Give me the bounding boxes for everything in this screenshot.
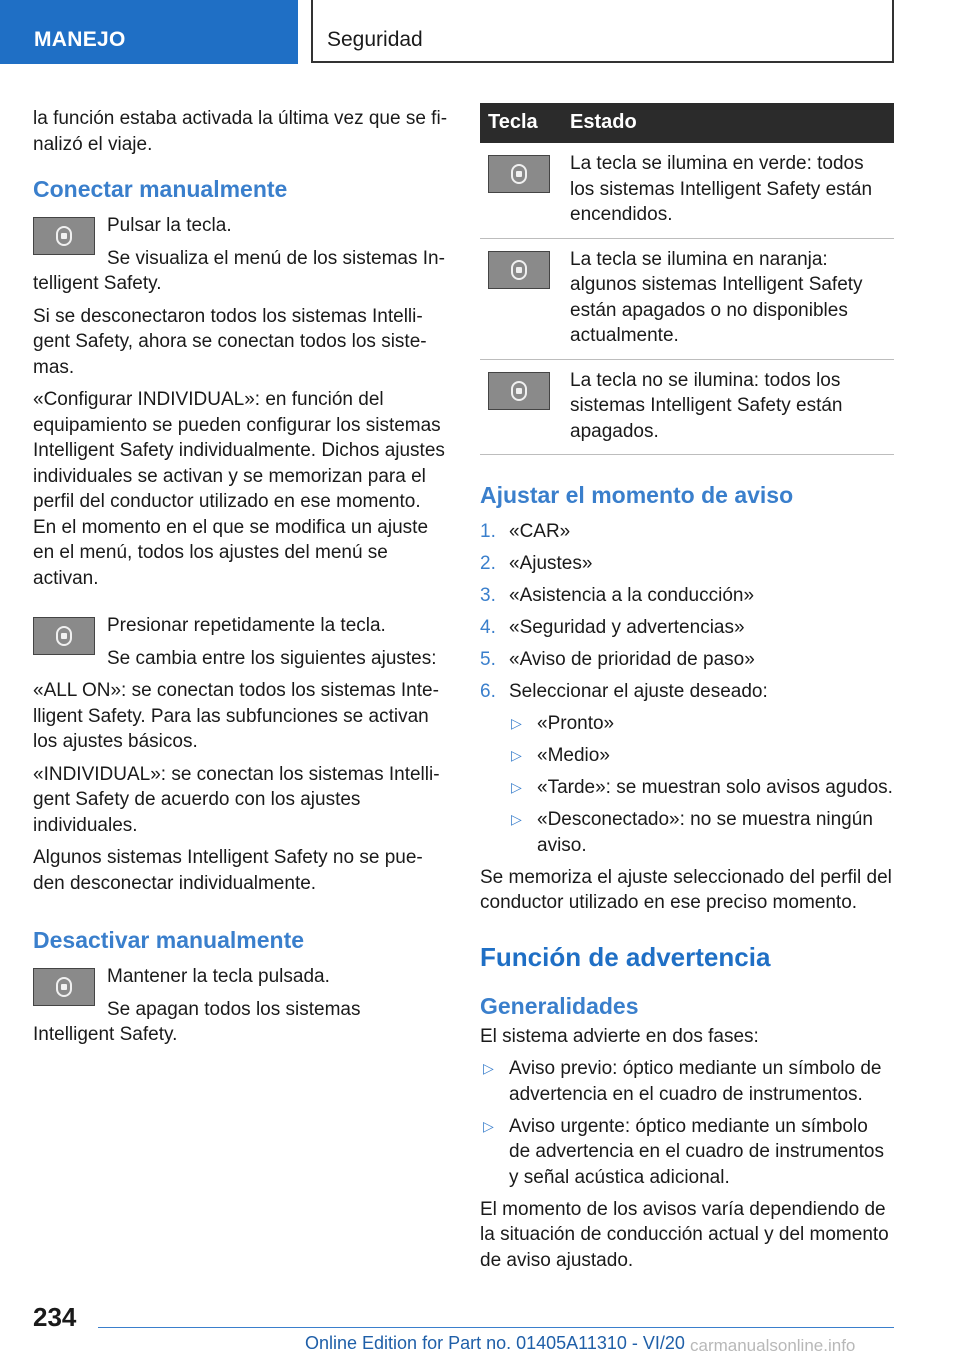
table-row [480, 143, 894, 238]
list-item: ▷ «Tarde»: se muestran solo avisos agudos. [508, 775, 894, 801]
intelligent-safety-key [488, 251, 550, 289]
list-item: ▷ Aviso urgente: óptico mediante un símbolo de advertencia en el cuadro de instrumentos y señal acústica adicional. [480, 1114, 894, 1191]
intelligent-safety-key [488, 372, 550, 410]
step-number: 6. [480, 681, 496, 702]
header-section-tab [0, 0, 298, 64]
warning-heading: Función de advertencia [480, 941, 771, 972]
table-cell-key [480, 238, 562, 359]
connect-key-block [33, 213, 447, 297]
general-subheading: Generalidades [480, 992, 639, 1019]
intelligent-safety-key [33, 968, 95, 1006]
step-text: «Seguridad y advertencias» [509, 617, 745, 638]
step-number: 4. [480, 617, 496, 638]
intelligent-safety-icon [56, 626, 72, 646]
connect-step-4: Se cambia entre los siguientes ajustes: [107, 647, 437, 669]
left-column [33, 106, 447, 1055]
header-title-box [311, 0, 894, 63]
warning-intro: El sistema advierte en dos fases: [480, 1025, 759, 1047]
step-text: «Aviso de prioridad de paso» [509, 649, 755, 670]
list-item: ▷ «Medio» [508, 743, 894, 769]
footer-divider [98, 1327, 894, 1328]
intelligent-safety-icon [56, 977, 72, 997]
connect-paragraph-1: Si se desconectaron todos los sistemas Intelligent Safety, ahora se conectan todos los sistemas. [33, 305, 427, 378]
table-header-state: Estado [562, 103, 894, 143]
list-item: ▷ «Desconectado»: no se muestra ningún aviso. [508, 807, 894, 858]
list-item: ▷ Aviso previo: óptico mediante un símbolo de advertencia en el cuadro de instrumentos. [480, 1056, 894, 1107]
step-text: «Ajustes» [509, 553, 593, 574]
intelligent-safety-icon [56, 226, 72, 246]
intelligent-safety-key [33, 217, 95, 255]
step-number: 1. [480, 521, 496, 542]
connect-paragraph-3: «ALL ON»: se conectan todos los sistemas Intelligent Safety. Para las subfunciones se activan los ajustes básicos. [33, 680, 439, 752]
table-row [480, 359, 894, 455]
table-cell-state: La tecla no se ilumina: todos los sistemas Intelligent Safety están apagados. [562, 359, 894, 455]
adjust-note: Se memoriza el ajuste seleccionado del perfil del conductor utilizado en ese preciso momento. [480, 866, 892, 913]
key-state-table [480, 103, 894, 455]
connect-paragraph-2: «Configurar INDIVIDUAL»: en función del equipamiento se pueden configurar los sistemas Intelligent Safety individualmente. Dichos ajustes individuales se activan y se memorizan para el perfil del conductor utilizado en ese momento. En el momento en el que se modifica un ajuste en el menú, todos los ajustes del menú se activan. [33, 389, 445, 589]
connect-paragraph-4: «INDIVIDUAL»: se conectan los sistemas Intelligent Safety de acuerdo con los ajustes individuales. [33, 763, 440, 836]
disconnect-step-1: Mantener la tecla pulsada. [107, 966, 330, 987]
step-number: 2. [480, 553, 496, 574]
connect-step-3: Presionar repetidamente la tecla. [107, 615, 386, 636]
list-item [480, 615, 894, 641]
list-item [480, 583, 894, 609]
table-cell-key [480, 143, 562, 238]
page-number: 234 [33, 1302, 77, 1332]
connect-step-2: Se visualiza el menú de los sistemas Intelligent Safety. [33, 247, 445, 294]
warning-phases-list [480, 1056, 894, 1190]
table-row [480, 238, 894, 359]
step-number: 5. [480, 649, 496, 670]
list-item [480, 551, 894, 577]
table-cell-state: La tecla se ilumina en naranja: algunos sistemas Intelligent Safety están apagados o no disponibles actualmente. [562, 238, 894, 359]
intro-text: la función estaba activada la última vez que se finalizó el viaje. [33, 108, 448, 155]
step-text: «Asistencia a la conducción» [509, 585, 755, 606]
disconnect-step-2: Se apagan todos los sistemas Intelligent Safety. [33, 998, 361, 1045]
intelligent-safety-icon [511, 381, 527, 401]
list-item: ▷ «Pronto» [508, 711, 894, 737]
right-column [480, 103, 894, 1280]
watermark: carmanualsonline.info [690, 1336, 856, 1355]
connect-heading: Conectar manualmente [33, 176, 288, 202]
connect-paragraph-5: Algunos sistemas Intelligent Safety no se pueden desconectar individualmente. [33, 847, 423, 894]
repeat-key-block [33, 613, 447, 671]
intelligent-safety-key [488, 155, 550, 193]
intelligent-safety-icon [511, 260, 527, 280]
disconnect-heading: Desactivar manualmente [33, 927, 305, 953]
disconnect-key-block [33, 964, 447, 1048]
list-item [480, 519, 894, 545]
adjust-steps-list [480, 519, 894, 705]
list-item [480, 647, 894, 673]
table-header-key: Tecla [480, 103, 562, 143]
connect-step-1: Pulsar la tecla. [107, 215, 232, 236]
table-header-row [480, 103, 894, 143]
step-text: Seleccionar el ajuste deseado: [509, 681, 768, 702]
intelligent-safety-key [33, 617, 95, 655]
footer-edition: Online Edition for Part no. 01405A11310 - VI/20 [305, 1333, 685, 1353]
table-cell-state: La tecla se ilumina en verde: todos los sistemas Intelligent Safety están encendidos. [562, 143, 894, 238]
list-item [480, 679, 894, 705]
header-section-label: MANEJO [34, 28, 126, 51]
step-text: «CAR» [509, 521, 571, 542]
header-title: Seguridad [327, 28, 423, 51]
adjust-heading: Ajustar el momento de aviso [480, 482, 794, 508]
intelligent-safety-icon [511, 164, 527, 184]
step-number: 3. [480, 585, 496, 606]
warning-note: El momento de los avisos varía dependiendo de la situación de conducción actual y del momento de aviso ajustado. [480, 1198, 889, 1271]
adjust-options-list [480, 711, 894, 858]
table-cell-key [480, 359, 562, 455]
